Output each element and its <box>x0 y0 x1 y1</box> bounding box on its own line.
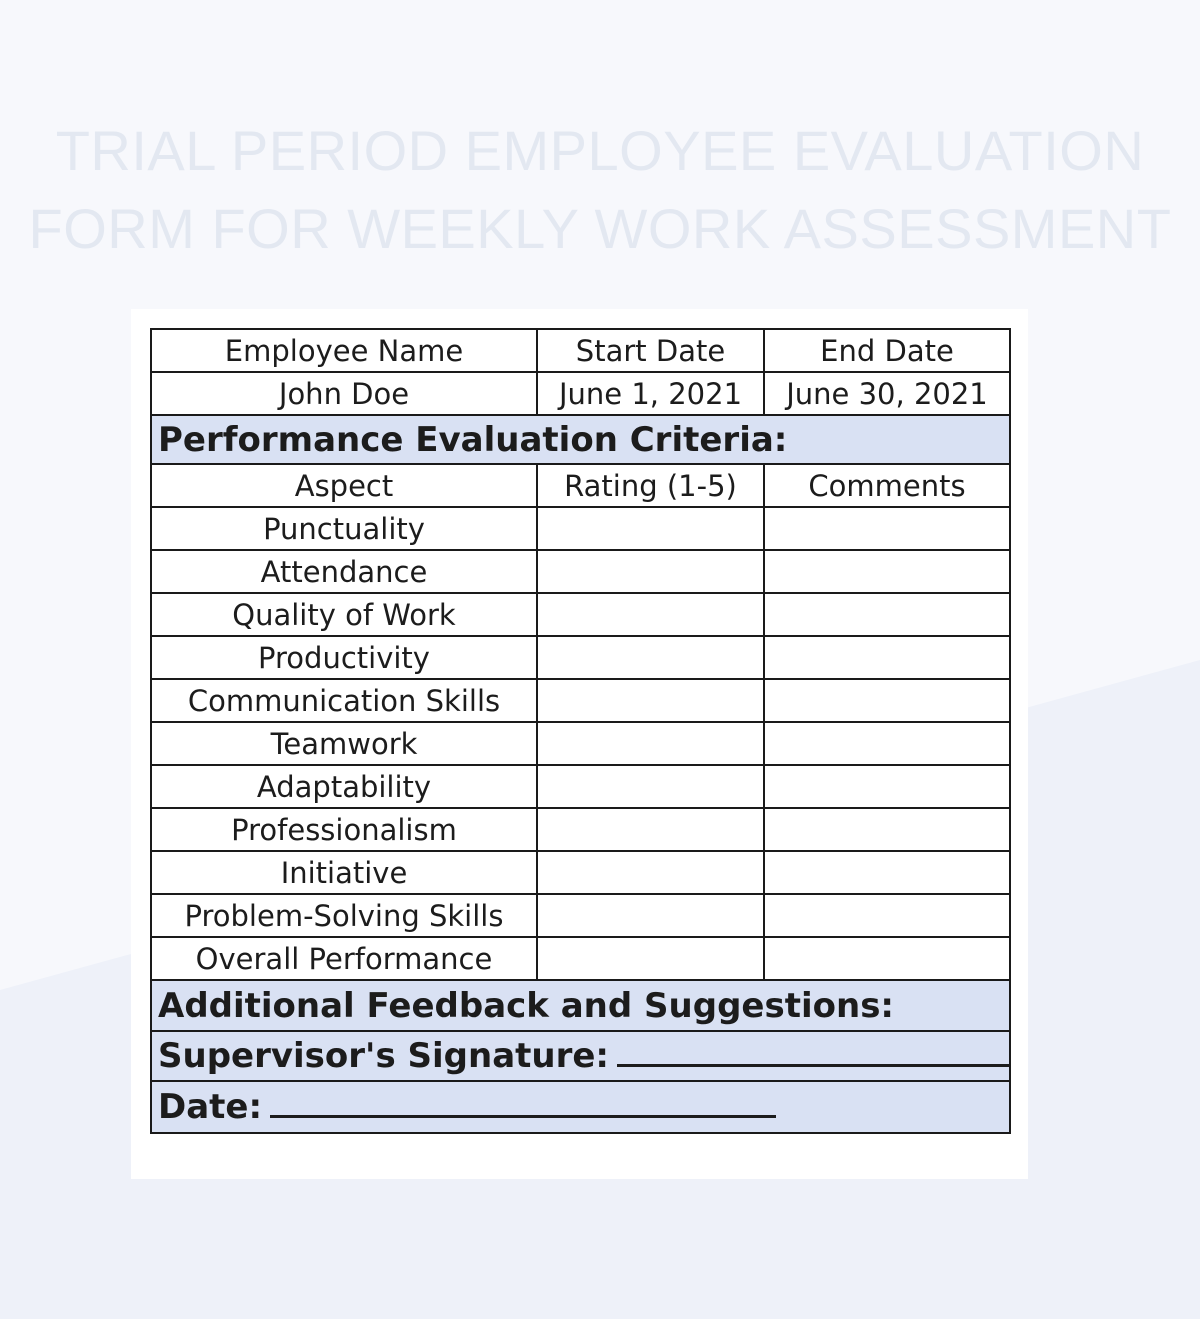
end-date-header: End Date <box>764 329 1010 372</box>
signature-line[interactable] <box>617 1050 1010 1067</box>
rating-cell[interactable] <box>537 894 764 937</box>
comments-cell[interactable] <box>764 593 1010 636</box>
rating-cell[interactable] <box>537 937 764 980</box>
page-title-line-2: FORM FOR WEEKLY WORK ASSESSMENT <box>28 197 1172 260</box>
criteria-row <box>151 636 1010 679</box>
employee-name-cell[interactable]: John Doe <box>151 372 537 415</box>
criteria-header-row <box>151 464 1010 507</box>
info-value-row <box>151 372 1010 415</box>
info-header-row <box>151 329 1010 372</box>
comments-cell[interactable] <box>764 550 1010 593</box>
rating-cell[interactable] <box>537 808 764 851</box>
criteria-row <box>151 679 1010 722</box>
page-title <box>0 112 1200 268</box>
signature-label: Supervisor's Signature: <box>158 1036 610 1076</box>
feedback-label[interactable]: Additional Feedback and Suggestions: <box>151 980 1010 1031</box>
evaluation-form-table <box>150 328 1011 1134</box>
aspect-cell: Overall Performance <box>151 937 537 980</box>
aspect-cell: Productivity <box>151 636 537 679</box>
criteria-row <box>151 593 1010 636</box>
comments-cell[interactable] <box>764 894 1010 937</box>
aspect-cell: Adaptability <box>151 765 537 808</box>
rating-cell[interactable] <box>537 507 764 550</box>
criteria-section-label: Performance Evaluation Criteria: <box>151 415 1010 464</box>
date-label: Date: <box>158 1087 263 1127</box>
signature-row <box>151 1031 1010 1081</box>
comments-cell[interactable] <box>764 679 1010 722</box>
date-cell[interactable] <box>151 1081 1010 1133</box>
signature-cell[interactable] <box>151 1031 1010 1081</box>
aspect-cell: Teamwork <box>151 722 537 765</box>
rating-cell[interactable] <box>537 550 764 593</box>
comments-cell[interactable] <box>764 851 1010 894</box>
aspect-cell: Quality of Work <box>151 593 537 636</box>
rating-header: Rating (1-5) <box>537 464 764 507</box>
end-date-cell[interactable]: June 30, 2021 <box>764 372 1010 415</box>
comments-cell[interactable] <box>764 808 1010 851</box>
rating-cell[interactable] <box>537 679 764 722</box>
rating-cell[interactable] <box>537 593 764 636</box>
comments-cell[interactable] <box>764 765 1010 808</box>
criteria-row <box>151 722 1010 765</box>
start-date-cell[interactable]: June 1, 2021 <box>537 372 764 415</box>
rating-cell[interactable] <box>537 851 764 894</box>
criteria-row <box>151 851 1010 894</box>
start-date-header: Start Date <box>537 329 764 372</box>
employee-name-header: Employee Name <box>151 329 537 372</box>
criteria-row <box>151 765 1010 808</box>
aspect-cell: Professionalism <box>151 808 537 851</box>
comments-cell[interactable] <box>764 722 1010 765</box>
aspect-cell: Punctuality <box>151 507 537 550</box>
criteria-row <box>151 894 1010 937</box>
criteria-row <box>151 507 1010 550</box>
date-line[interactable] <box>270 1101 776 1118</box>
aspect-header: Aspect <box>151 464 537 507</box>
page-title-line-1: TRIAL PERIOD EMPLOYEE EVALUATION <box>55 119 1145 182</box>
comments-cell[interactable] <box>764 507 1010 550</box>
criteria-row <box>151 937 1010 980</box>
criteria-section-row <box>151 415 1010 464</box>
criteria-row <box>151 550 1010 593</box>
aspect-cell: Attendance <box>151 550 537 593</box>
date-row <box>151 1081 1010 1133</box>
rating-cell[interactable] <box>537 765 764 808</box>
aspect-cell: Communication Skills <box>151 679 537 722</box>
rating-cell[interactable] <box>537 722 764 765</box>
feedback-row <box>151 980 1010 1031</box>
comments-cell[interactable] <box>764 636 1010 679</box>
criteria-row <box>151 808 1010 851</box>
comments-cell[interactable] <box>764 937 1010 980</box>
rating-cell[interactable] <box>537 636 764 679</box>
comments-header: Comments <box>764 464 1010 507</box>
aspect-cell: Problem-Solving Skills <box>151 894 537 937</box>
aspect-cell: Initiative <box>151 851 537 894</box>
